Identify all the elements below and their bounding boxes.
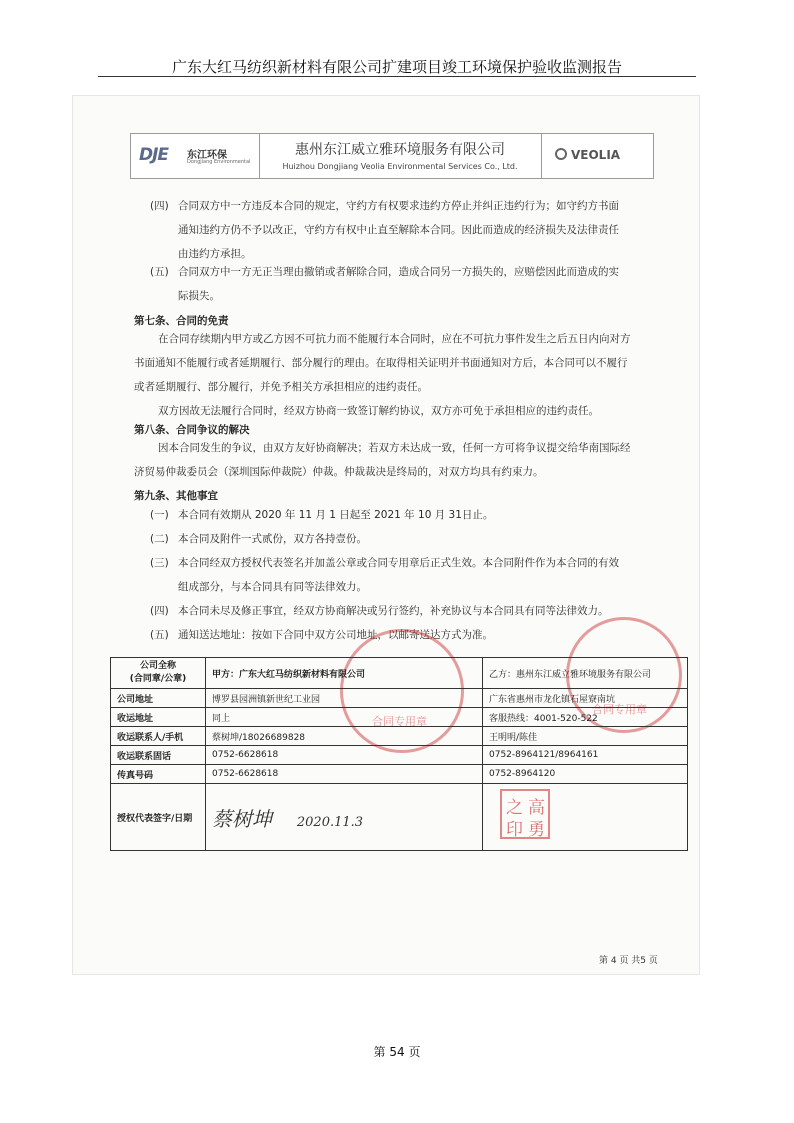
party-b-value: 0752-8964121/8964161 [483,746,688,765]
row-label: 公司地址 [111,689,206,708]
logo-en: Dongjiang Environmental [187,159,251,165]
party-b-value: 客服热线：4001-520-522 [483,708,688,727]
clause-line: 际损失。 [178,290,220,302]
party-a-value: 博罗县园洲镇新世纪工业园 [206,689,483,708]
clause-5 [150,260,619,308]
article-line: 书面通知不能履行或者延期履行、部分履行的理由。在取得相关证明并书面通知对方后，本合同可以不履行 [134,357,628,369]
signature-row [111,784,688,851]
handwritten-signature: 蔡树坤 [212,806,272,831]
party-a-value: 0752-6628618 [206,746,483,765]
clause-number: (四) [150,200,169,212]
party-b-value: 王明明/陈佳 [483,727,688,746]
clause-line: 通知违约方仍不予以改正，守约方有权中止直至解除本合同。因此而造成的经济损失及法律责任 [178,224,619,236]
item-line: 本合同有效期从 2020 年 11 月 1 日起至 2021 年 10 月 31日止。 [178,509,494,521]
logo-cn: 东江环保 [187,150,227,161]
veolia-logo [541,134,653,178]
party-a-name: 甲方：广东大红马纺织新材料有限公司 [206,658,483,689]
item-number: (一) [150,509,169,521]
article-8-title: 第八条、合同争议的解决 [134,424,250,436]
seal-char: 勇 [528,820,545,840]
item-number: (五) [150,629,169,641]
article-line: 在合同存续期内甲方或乙方因不可抗力而不能履行本合同时，应在不可抗力事件发生之后五日内向对方 [158,333,631,345]
table-row [111,746,688,765]
logo-mark: DJE [139,145,169,165]
article-line: 济贸易仲裁委员会（深圳国际仲裁院）仲裁。仲裁裁决是终局的，对双方均具有约束力。 [134,466,544,478]
seal-char: 印 [506,820,523,840]
item-line: 本合同经双方授权代表签名并加盖公章或合同专用章后正式生效。本合同附件作为本合同的有效 [178,557,619,569]
company-name-cn: 惠州东江威立雅环境服务有限公司 [295,142,505,158]
item-line: 通知送达地址：按如下合同中双方公司地址，以邮寄送达方式为准。 [178,629,493,641]
table-row [111,765,688,784]
table-header-label: 公司全称 (合同章/公章) [111,658,206,689]
veolia-logo-text: VEOLIA [571,148,621,162]
signature-date: 2020.11.3 [296,814,364,830]
article-line: 双方因故无法履行合同时，经双方协商一致签订解约协议，双方亦可免于承担相应的违约责任。 [158,405,599,417]
article-line: 或者延期履行、部分履行，并免予相关方承担相应的违约责任。 [134,381,428,393]
item-number: (二) [150,533,169,545]
personal-seal [500,789,550,839]
table-header-row [111,658,688,689]
clause-line: 合同双方中一方违反本合同的规定，守约方有权要求违约方停止并纠正违约行为；如守约方书面 [178,200,619,212]
table-row [111,708,688,727]
party-b-value: 广东省惠州市龙化镇石屋寮南坑 [483,689,688,708]
article-7-title: 第七条、合同的免责 [134,315,229,327]
scanned-page [72,95,700,975]
page-counter: 第 4 页 共5 页 [599,956,658,966]
party-b-value: 0752-8964120 [483,765,688,784]
contact-table [110,657,688,851]
company-name-en: Huizhou Dongjiang Veolia Environmental Services Co., Ltd. [282,162,518,171]
table-row [111,689,688,708]
dje-logo [131,134,260,178]
item-line: 组成部分，与本合同具有同等法律效力。 [178,581,367,593]
article-9-title: 第九条、其他事宜 [134,490,218,502]
report-header: 广东大红马纺织新材料有限公司扩建项目竣工环境保护验收监测报告 [171,58,622,76]
clause-line: 合同双方中一方无正当理由撤销或者解除合同，造成合同另一方损失的，应赔偿因此而造成的实 [178,266,619,278]
table-row [111,727,688,746]
company-name-block [259,134,542,178]
article-8-body [134,436,631,484]
item-number: (四) [150,605,169,617]
signature-label: 授权代表签字/日期 [111,784,206,851]
stamp-party-a-text: 合同专用章 [372,715,427,728]
article-line: 因本合同发生的争议，由双方友好协商解决；若双方未达成一致，任何一方可将争议提交给华南国际经 [158,442,631,454]
item-line: 本合同及附件一式贰份，双方各持壹份。 [178,533,367,545]
clause-number: (五) [150,266,169,278]
seal-char: 高 [528,798,545,818]
article-9-body [150,503,619,647]
party-b-name: 乙方：惠州东江威立雅环境服务有限公司 [483,658,688,689]
row-label: 收运联系固话 [111,746,206,765]
header-rule [98,76,696,77]
veolia-ring-icon [555,148,567,160]
item-line: 本合同未尽及修正事宜，经双方协商解决或另行签约，补充协议与本合同具有同等法律效力。 [178,605,609,617]
clause-4 [150,194,619,266]
party-a-value: 蔡树坤/18026689828 [206,727,483,746]
letterhead [130,133,654,179]
row-label: 收运地址 [111,708,206,727]
row-label: 收运联系人/手机 [111,727,206,746]
clause-line: 由违约方承担。 [178,248,252,260]
article-7-body [134,327,631,423]
item-number: (三) [150,557,169,569]
stamp-party-b-text: 合同专用章 [592,703,647,716]
row-label: 传真号码 [111,765,206,784]
party-a-value: 同上 [206,708,483,727]
party-a-signature-cell [206,784,483,851]
party-a-value: 0752-6628618 [206,765,483,784]
seal-char: 之 [506,798,523,818]
page-number: 第 54 页 [373,1045,421,1059]
